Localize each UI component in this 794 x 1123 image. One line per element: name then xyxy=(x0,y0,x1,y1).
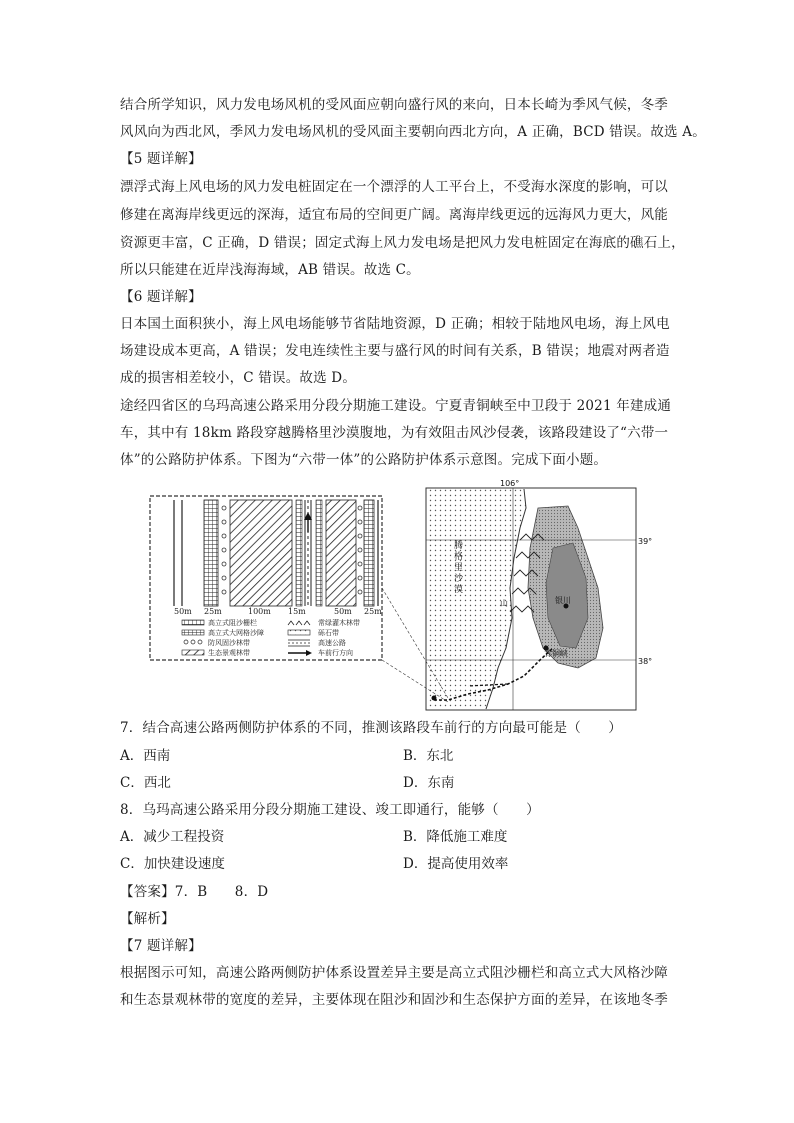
text-line: 结合所学知识，风力发电场风机的受风面应朝向盛行风的来向，日本长崎为季风气候，冬季 xyxy=(120,97,668,113)
question-7-stem: 7．结合高速公路两侧防护体系的不同，推测该路段车前行的方向最可能是（ ） xyxy=(120,720,622,736)
text-line: 漂浮式海上风电场的风力发电桩固定在一个漂浮的人工平台上，不受海水深度的影响，可以 xyxy=(120,179,668,195)
section-heading-q7: 【7 题详解】 xyxy=(120,938,202,954)
scale-label: 25m xyxy=(204,607,222,616)
q8-option-a[interactable]: A．减少工程投资 xyxy=(120,829,225,845)
legend-label: 砾石带 xyxy=(318,629,339,637)
map-lat-label: 38° xyxy=(638,657,653,666)
q8-option-d[interactable]: D．提高使用效率 xyxy=(403,856,509,872)
section-heading-q6: 【6 题详解】 xyxy=(120,289,202,305)
figure-protection-system xyxy=(148,479,653,712)
map-desert-label xyxy=(454,540,464,595)
legend-label: 高立式阻沙栅栏 xyxy=(208,619,257,627)
scale-label: 50m xyxy=(174,607,192,616)
q7-option-d[interactable]: D．东南 xyxy=(403,775,455,791)
scale-label: 50m xyxy=(334,607,352,616)
q7-option-c[interactable]: C．西北 xyxy=(120,775,171,791)
text-line: 成的损害相差较小，C 错误。故选 D。 xyxy=(120,370,357,386)
location-map xyxy=(382,479,652,710)
cross-section-diagram xyxy=(150,496,382,660)
legend-label: 生态景观林带 xyxy=(208,649,250,657)
legend-label: 车前行方向 xyxy=(318,649,353,657)
question-8-stem: 8．乌玛高速公路采用分段分期施工建设、竣工即通行，能够（ ） xyxy=(120,802,540,818)
q8-option-b[interactable]: B．降低施工难度 xyxy=(403,829,508,845)
map-lat-label: 39° xyxy=(638,537,653,546)
legend-label: 高速公路 xyxy=(318,639,346,647)
scale-label: 25m xyxy=(364,607,382,616)
map-lon-label: 106° xyxy=(500,479,520,488)
scale-label: 100m xyxy=(248,607,271,616)
legend-label: 防风固沙林带 xyxy=(208,639,250,647)
text-line: 所以只能建在近岸浅海海域，AB 错误。故选 C。 xyxy=(120,262,420,278)
text-line: 根据图示可知，高速公路两侧防护体系设置差异主要是高立式阻沙栅栏和高立式大风格沙障 xyxy=(120,965,668,981)
q7-option-a[interactable]: A．西南 xyxy=(120,748,171,764)
scale-label: 15m xyxy=(288,607,306,616)
text-line: 车，其中有 18km 路段穿越腾格里沙漠腹地，为有效阻击风沙侵袭，该路段建设了“六带一 xyxy=(120,425,669,441)
map-mountain-label: 山 xyxy=(500,599,508,608)
section-heading-q5: 【5 题详解】 xyxy=(120,151,202,167)
map-city-label: 银川 xyxy=(555,596,571,605)
text-line: 日本国土面积狭小，海上风电场能够节省陆地资源，D 正确；相较于陆地风电场，海上风电 xyxy=(120,316,670,332)
analysis-heading: 【解析】 xyxy=(120,911,175,927)
text-line: 资源更丰富，C 正确，D 错误；固定式海上风力发电场是把风力发电桩固定在海底的礁石上， xyxy=(120,235,685,251)
legend-label: 高立式大网格沙障 xyxy=(208,629,264,637)
legend-label: 常绿灌木林带 xyxy=(318,619,360,627)
text-line: 风风向为西北风，季风力发电场风机的受风面主要朝向西北方向，A 正确，BCD 错误。故选 A。 xyxy=(120,124,706,140)
answer-line: 【答案】7．B 8．D xyxy=(120,884,269,900)
text-line: 场建设成本更高，A 错误；发电连续性主要与盛行风的时间有关系，B 错误；地震对两者造 xyxy=(120,343,670,359)
text-line: 和生态景观林带的宽度的差异，主要体现在阻沙和固沙和生态保护方面的差异，在该地冬季 xyxy=(120,992,668,1008)
q7-option-b[interactable]: B．东北 xyxy=(403,748,454,764)
map-town-label: 青铜峡 xyxy=(544,649,568,658)
text-line: 修建在离海岸线更远的深海，适宜布局的空间更广阔。离海岸线更远的远海风力更大，风能 xyxy=(120,207,668,223)
svg-text:腾格里沙漠: 腾格里沙漠 xyxy=(454,541,464,595)
q8-option-c[interactable]: C．加快建设速度 xyxy=(120,856,225,872)
text-line: 途经四省区的乌玛高速公路采用分段分期施工建设。宁夏青铜峡至中卫段于 2021 年建成通 xyxy=(120,398,672,414)
text-line: 体”的公路防护体系。下图为“六带一体”的公路防护体系示意图。完成下面小题。 xyxy=(120,452,608,468)
